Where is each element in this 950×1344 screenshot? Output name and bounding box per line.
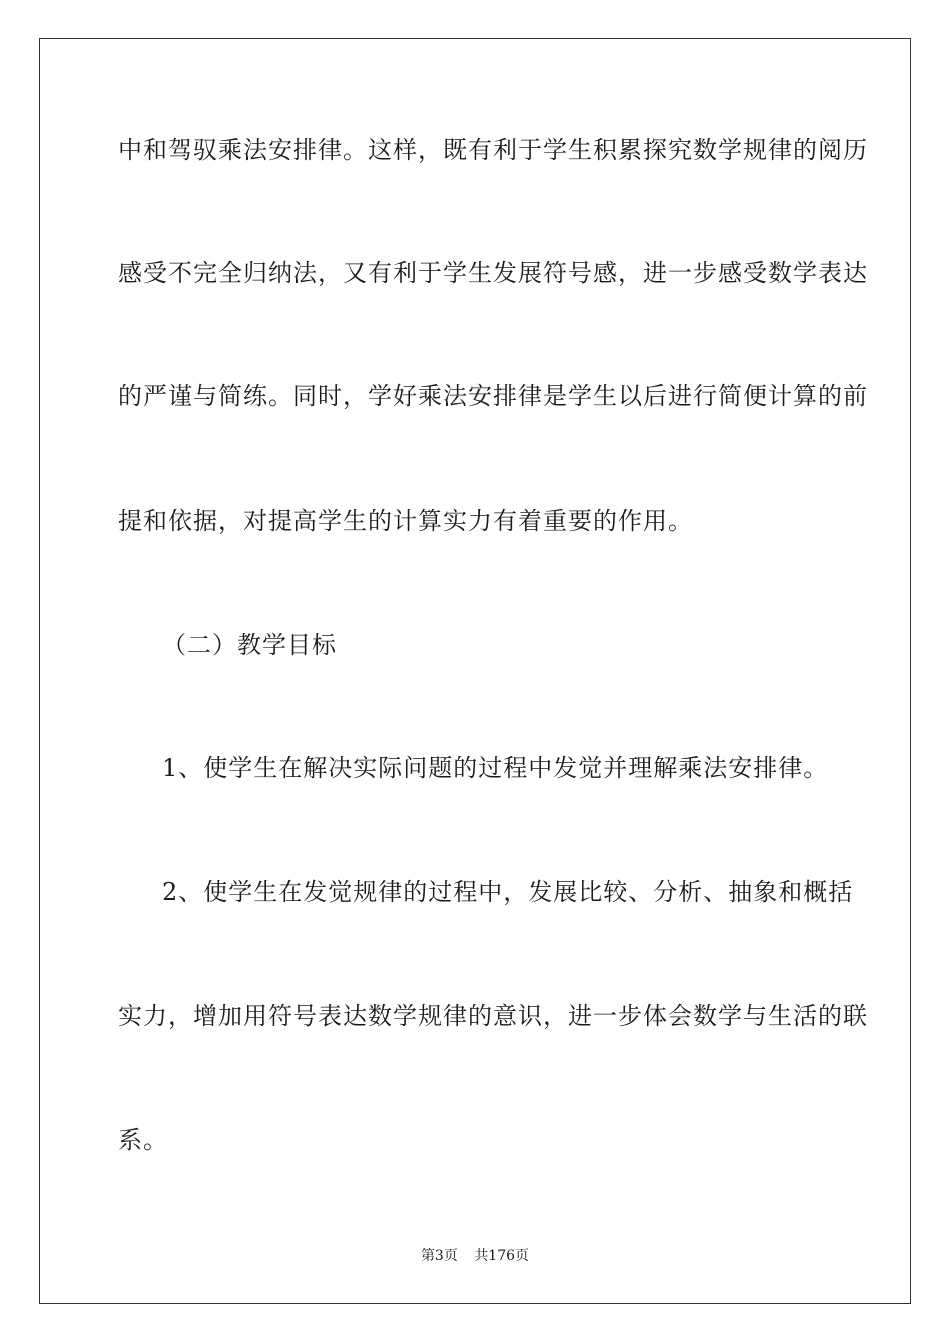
section-heading: （二）教学目标 <box>162 631 337 659</box>
page-border <box>39 38 911 1304</box>
paragraph-line: 1、使学生在解决实际问题的过程中发觉并理解乘法安排律。 <box>162 754 829 782</box>
paragraph-line: 中和驾驭乘法安排律。这样，既有利于学生积累探究数学规律的阅历 <box>118 136 868 164</box>
page-total: 共176页 <box>474 1248 530 1264</box>
page-footer <box>0 1246 950 1266</box>
paragraph-line: 的严谨与简练。同时，学好乘法安排律是学生以后进行简便计算的前 <box>118 382 868 410</box>
page-number: 第3页 <box>420 1248 458 1264</box>
paragraph-line: 系。 <box>118 1126 168 1154</box>
paragraph-line: 提和依据，对提高学生的计算实力有着重要的作用。 <box>118 507 693 535</box>
paragraph-line: 2、使学生在发觉规律的过程中，发展比较、分析、抽象和概括 <box>162 878 854 906</box>
paragraph-line: 实力，增加用符号表达数学规律的意识，进一步体会数学与生活的联 <box>118 1002 868 1030</box>
paragraph-line: 感受不完全归纳法，又有利于学生发展符号感，进一步感受数学表达 <box>118 259 868 287</box>
